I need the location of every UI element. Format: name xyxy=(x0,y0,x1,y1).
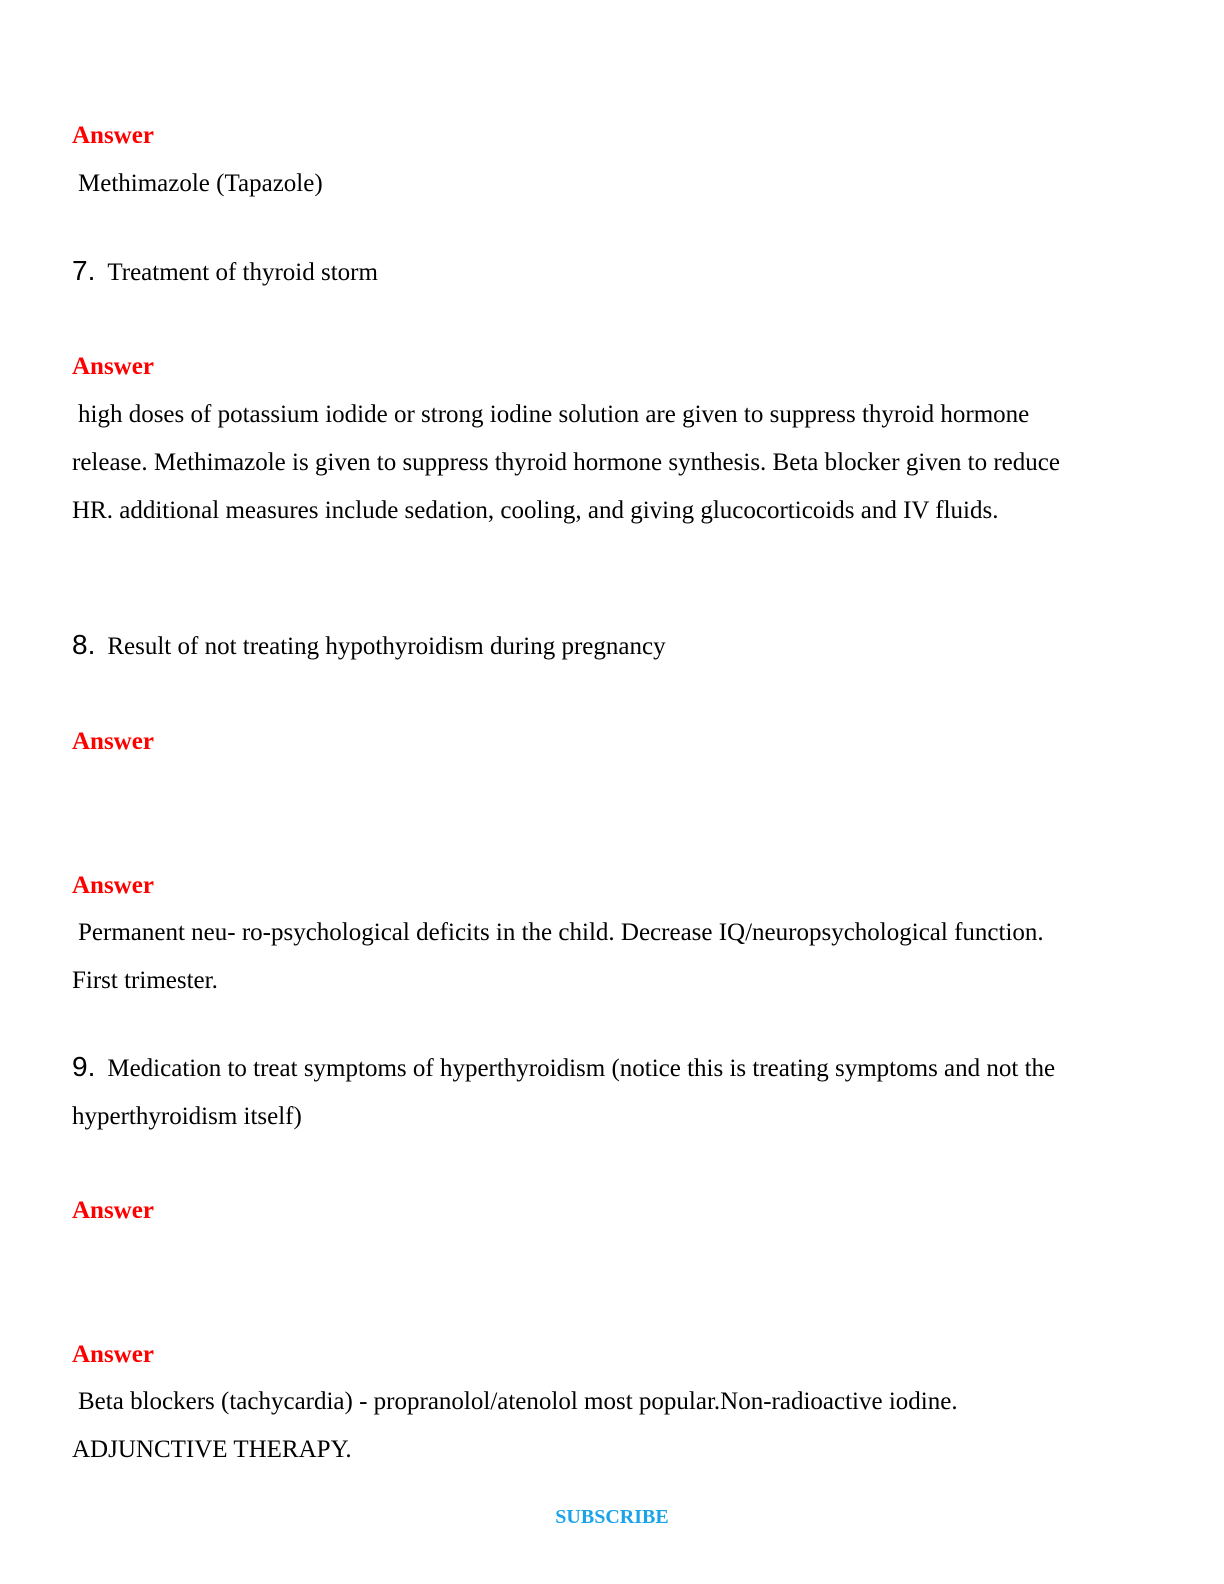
question-text: Result of not treating hypothyroidism during pregnancy xyxy=(107,633,666,660)
answer-text xyxy=(72,391,1104,535)
question-7 xyxy=(72,247,1152,297)
answer-label: Answer xyxy=(72,1341,154,1368)
question-number: 7. xyxy=(72,255,96,286)
answer-label: Answer xyxy=(72,872,154,899)
answer-label: Answer xyxy=(72,122,154,149)
answer-text xyxy=(72,1378,1044,1474)
answer-text: Methimazole (Tapazole) xyxy=(78,170,323,197)
question-number: 8. xyxy=(72,629,96,660)
answer-text-content: Beta blockers (tachycardia) - propranolol/atenolol most popular.Non-radioactive iodine. ADJUNCTIVE THERAPY. xyxy=(72,1388,958,1463)
answer-label: Answer xyxy=(72,728,154,755)
answer-label: Answer xyxy=(72,1197,154,1224)
subscribe-link[interactable]: SUBSCRIBE xyxy=(555,1506,669,1528)
answer-label: Answer xyxy=(72,353,154,380)
answer-text-content: Permanent neu- ro-psychological deficits in the child. Decrease IQ/neuropsychological function. First trimester. xyxy=(72,919,1044,994)
question-8 xyxy=(72,621,1152,671)
question-number: 9. xyxy=(72,1051,96,1082)
question-text: Treatment of thyroid storm xyxy=(107,259,378,286)
answer-text xyxy=(72,909,1044,1005)
answer-text-content: high doses of potassium iodide or strong iodine solution are given to suppress thyroid hormone release. Methimazole is given to suppress thyroid hormone synthesis. Beta blocker given to reduce HR. additional measures include sedation, cooling, and giving glucocorticoids and IV fluids. xyxy=(72,401,1060,524)
question-9 xyxy=(72,1043,1144,1141)
question-text: Medication to treat symptoms of hyperthyroidism (notice this is treating symptoms and not the hyperthyroidism itself) xyxy=(72,1055,1056,1130)
